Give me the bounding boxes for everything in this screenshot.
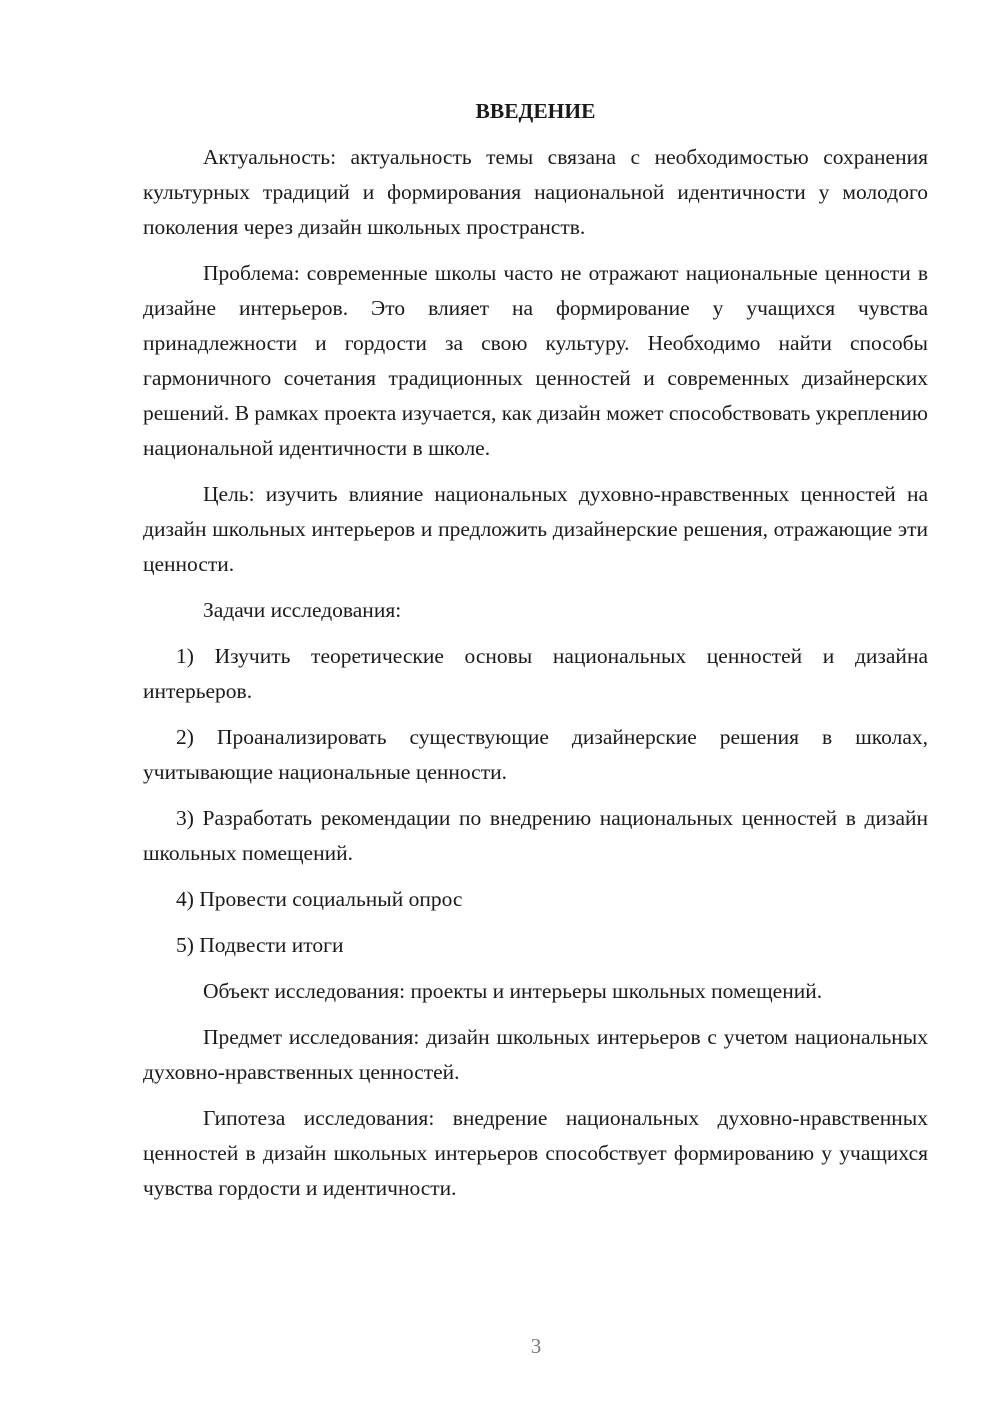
- paragraph-hypothesis: Гипотеза исследования: внедрение национальных духовно-нравственных ценностей в дизайн школьных интерьеров способствует формированию у учащихся чувства гордости и идентичности.: [143, 1106, 928, 1200]
- paragraph-subject: Предмет исследования: дизайн школьных интерьеров с учетом национальных духовно-нравственных ценностей.: [143, 1025, 928, 1084]
- paragraph-relevance: Актуальность: актуальность темы связана с необходимостью сохранения культурных традиций и формирования национальной идентичности у молодого поколения через дизайн школьных пространств.: [143, 145, 928, 239]
- task-item-3: 3) Разработать рекомендации по внедрению национальных ценностей в дизайн школьных помещений.: [143, 806, 928, 865]
- paragraph-tasks-intro: Задачи исследования:: [203, 598, 402, 622]
- page-number: 3: [530, 1334, 542, 1358]
- paragraph-goal: Цель: изучить влияние национальных духовно-нравственных ценностей на дизайн школьных интерьеров и предложить дизайнерские решения, отражающие эти ценности.: [143, 482, 928, 576]
- paragraph-object: Объект исследования: проекты и интерьеры школьных помещений.: [203, 979, 823, 1003]
- task-item-5: 5) Подвести итоги: [176, 933, 344, 957]
- paragraph-problem: Проблема: современные школы часто не отражают национальные ценности в дизайне интерьеров. Это влияет на формирование у учащихся чувства принадлежности и гордости за свою культуру. Необходимо найти способы гармоничного сочетания традиционных ценностей и современных дизайнерских решений. В рамках проекта изучается, как дизайн может способствовать укреплению национальной идентичности в школе.: [143, 261, 928, 460]
- task-item-2: 2) Проанализировать существующие дизайнерские решения в школах, учитывающие национальные ценности.: [143, 725, 928, 784]
- task-item-4: 4) Провести социальный опрос: [176, 887, 463, 911]
- task-item-1: 1) Изучить теоретические основы национальных ценностей и дизайна интерьеров.: [143, 644, 928, 703]
- section-heading: ВВЕДЕНИЕ: [475, 99, 596, 123]
